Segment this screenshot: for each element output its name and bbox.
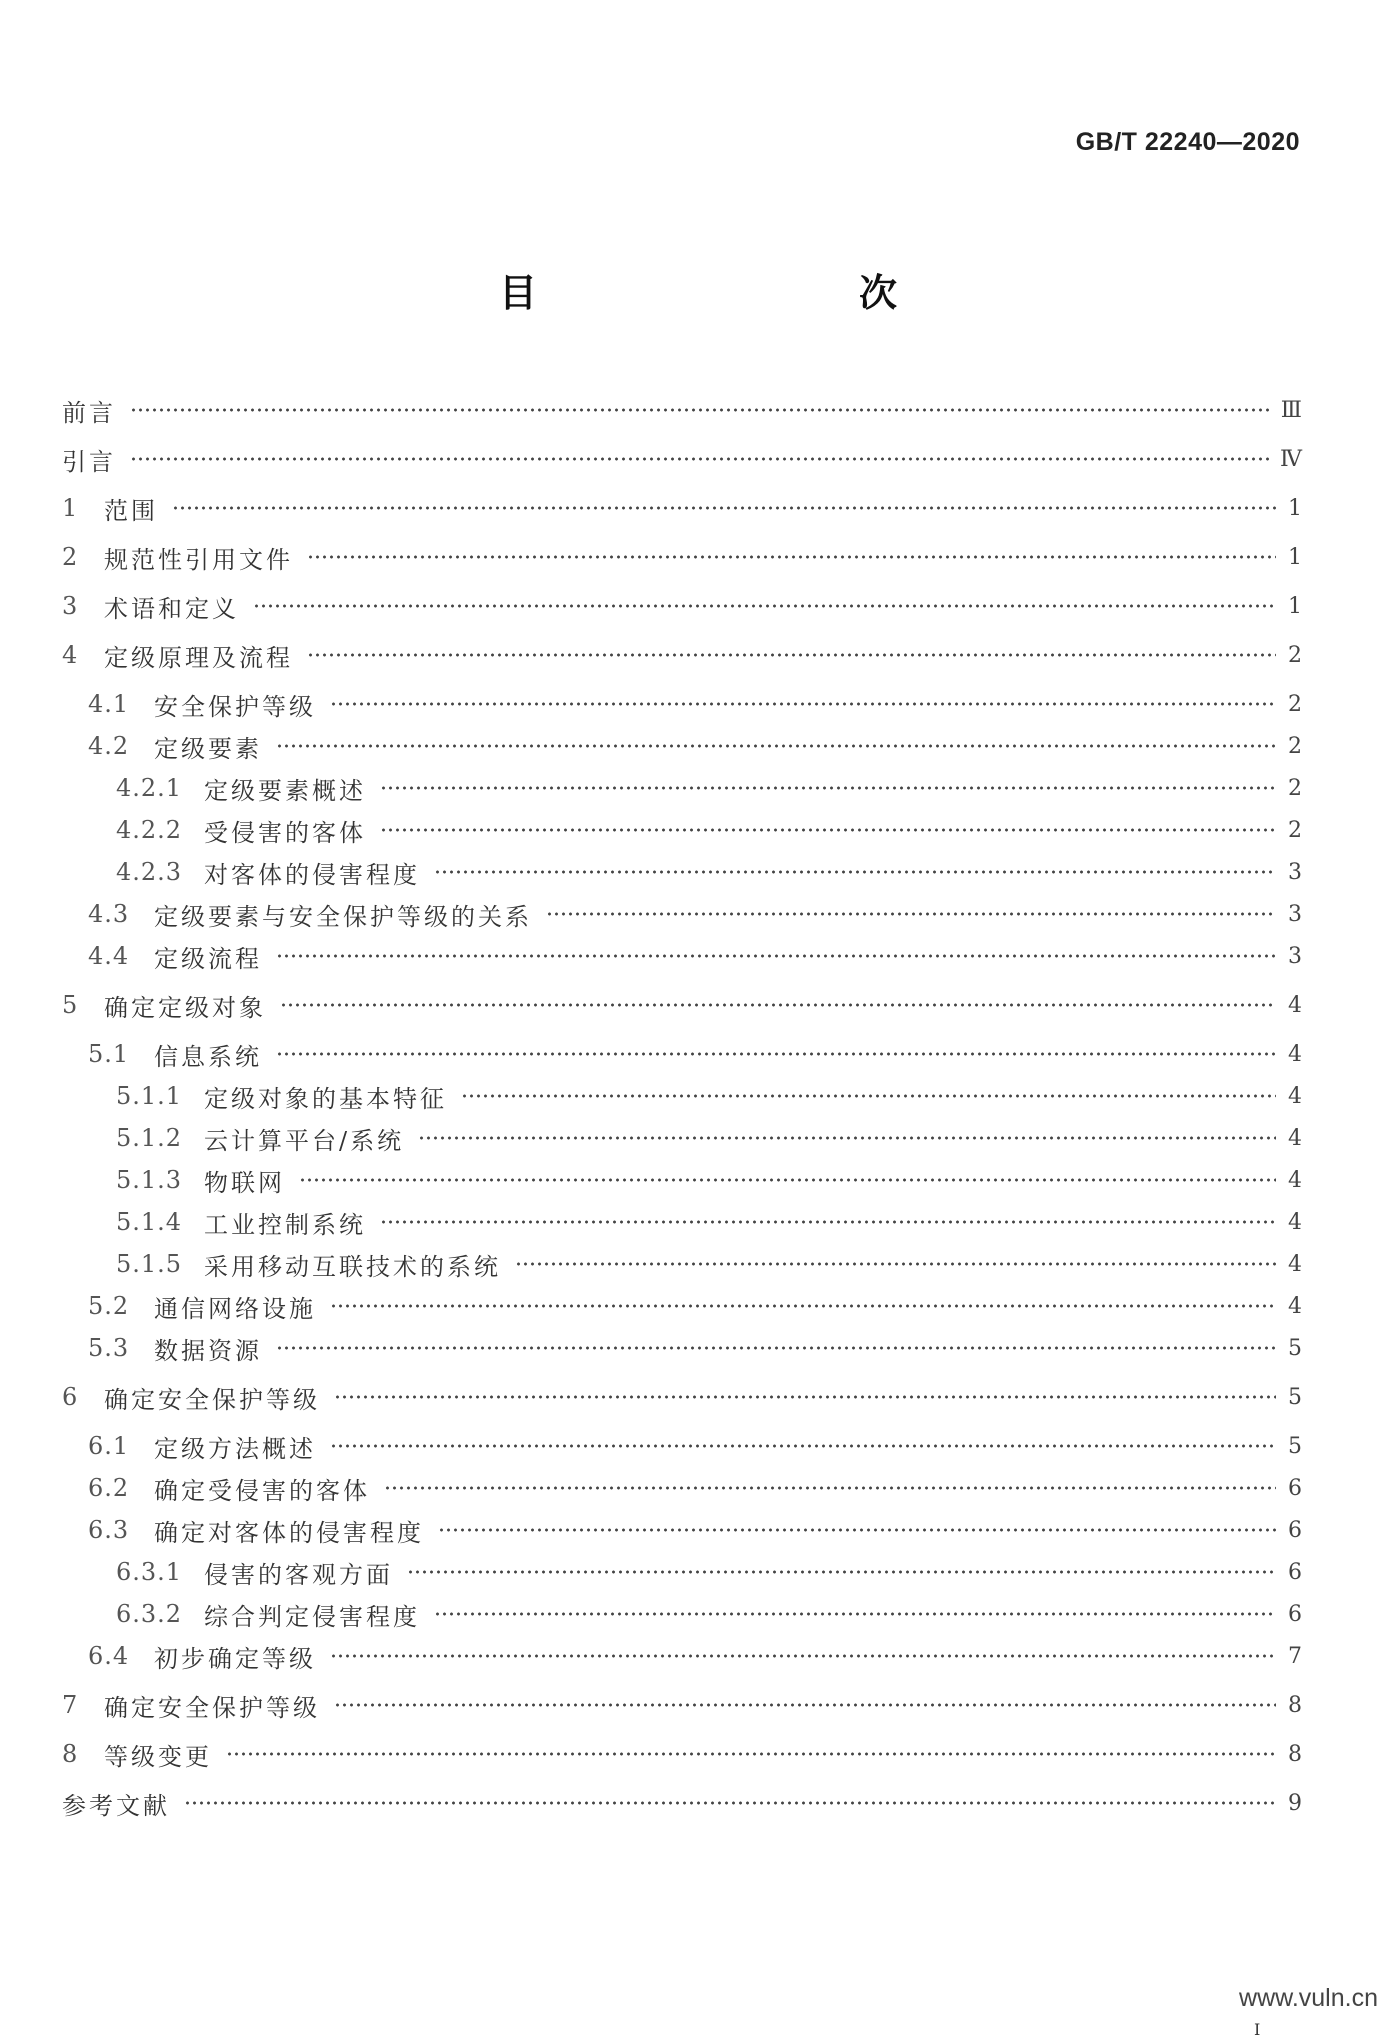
toc-entry-number: 3: [62, 592, 79, 620]
toc-entry-number: 6.4: [88, 1642, 130, 1670]
toc-entry-label: 确定安全保护等级: [104, 1385, 320, 1414]
toc-entry[interactable]: [62, 728, 1302, 764]
toc-dot-leader: [434, 1611, 1276, 1617]
toc-entry-label: 范围: [104, 496, 158, 525]
standard-code: GB/T 22240—2020: [1075, 128, 1300, 156]
toc-entry[interactable]: [62, 1162, 1302, 1198]
toc-entry-page: 6: [1288, 1601, 1302, 1627]
toc-entry-page: Ⅳ: [1280, 446, 1302, 472]
toc-entry-page: 4: [1288, 1293, 1302, 1319]
toc-entry-label: 定级要素概述: [204, 776, 366, 805]
toc-entry-label: 确定受侵害的客体: [154, 1476, 370, 1505]
toc-entry-page: 9: [1288, 1790, 1302, 1816]
toc-entry[interactable]: [62, 987, 1302, 1023]
toc-entry-label: 采用移动互联技术的系统: [204, 1252, 501, 1281]
toc-entry-number: 5.1.4: [116, 1208, 183, 1236]
toc-entry-label: 对客体的侵害程度: [204, 860, 420, 889]
toc-entry[interactable]: [62, 1554, 1302, 1590]
toc-entry-label: 引言: [62, 447, 116, 476]
toc-entry-label: 通信网络设施: [154, 1294, 316, 1323]
toc-entry-label: 确定对客体的侵害程度: [154, 1518, 424, 1547]
toc-dot-leader: [130, 407, 1273, 413]
toc-entry-label: 云计算平台/系统: [204, 1126, 405, 1155]
toc-entry-page: Ⅲ: [1280, 397, 1302, 423]
toc-entry-page: 2: [1288, 733, 1302, 759]
toc-dot-leader: [461, 1093, 1276, 1099]
toc-entry[interactable]: [62, 1288, 1302, 1324]
toc-entry[interactable]: [62, 588, 1302, 624]
toc-dot-leader: [380, 785, 1276, 791]
toc-entry-number: 4.4: [88, 942, 130, 970]
toc-entry-page: 8: [1288, 1692, 1302, 1718]
toc-entry[interactable]: [62, 812, 1302, 848]
toc-entry-number: 5.2: [88, 1292, 130, 1320]
toc-dot-leader: [380, 827, 1276, 833]
toc-entry[interactable]: [62, 1470, 1302, 1506]
toc-entry-number: 5: [62, 991, 79, 1019]
toc-entry-page: 5: [1288, 1433, 1302, 1459]
toc-entry-number: 6.3.1: [116, 1558, 183, 1586]
toc-entry[interactable]: [62, 1428, 1302, 1464]
toc-entry-label: 侵害的客观方面: [204, 1560, 393, 1589]
toc-entry-label: 定级要素: [154, 734, 262, 763]
toc-entry-number: 4.2.2: [116, 816, 183, 844]
toc-entry[interactable]: [62, 770, 1302, 806]
toc-entry-label: 定级要素与安全保护等级的关系: [154, 902, 532, 931]
toc-entry-number: 4.2: [88, 732, 130, 760]
toc-entry-label: 物联网: [204, 1168, 285, 1197]
toc-entry-label: 等级变更: [104, 1742, 212, 1771]
toc-entry[interactable]: [62, 1246, 1302, 1282]
toc-entry-number: 5.1.2: [116, 1124, 183, 1152]
toc-entry-number: 1: [62, 494, 79, 522]
toc-entry[interactable]: [62, 938, 1302, 974]
toc-entry-label: 定级原理及流程: [104, 643, 293, 672]
toc-dot-leader: [307, 652, 1276, 658]
toc-dot-leader: [276, 1051, 1276, 1057]
toc-dot-leader: [253, 603, 1276, 609]
toc-dot-leader: [384, 1485, 1276, 1491]
toc-entry[interactable]: [62, 539, 1302, 575]
toc-entry[interactable]: [62, 854, 1302, 890]
toc-entry-number: 4.3: [88, 900, 130, 928]
toc-dot-leader: [130, 456, 1272, 462]
toc-entry-label: 定级流程: [154, 944, 262, 973]
toc-entry[interactable]: [62, 1036, 1302, 1072]
toc-entry[interactable]: [62, 1687, 1302, 1723]
toc-dot-leader: [299, 1177, 1276, 1183]
toc-entry[interactable]: [62, 896, 1302, 932]
toc-dot-leader: [307, 554, 1276, 560]
toc-entry-page: 1: [1288, 495, 1302, 521]
toc-entry-page: 6: [1288, 1559, 1302, 1585]
toc-entry[interactable]: [62, 1638, 1302, 1674]
toc-entry-page: 7: [1288, 1643, 1302, 1669]
toc-entry-page: 2: [1288, 817, 1302, 843]
toc-entry[interactable]: [62, 1078, 1302, 1114]
toc-entry-page: 4: [1288, 1041, 1302, 1067]
toc-entry-page: 2: [1288, 642, 1302, 668]
toc-dot-leader: [172, 505, 1276, 511]
toc-entry-number: 4.1: [88, 690, 130, 718]
toc-entry[interactable]: [62, 1512, 1302, 1548]
toc-entry-number: 4.2.3: [116, 858, 183, 886]
toc-entry-label: 确定定级对象: [104, 993, 266, 1022]
toc-entry-number: 4: [62, 641, 79, 669]
toc-entry-number: 5.1.3: [116, 1166, 183, 1194]
toc-dot-leader: [330, 1303, 1276, 1309]
toc-entry-page: 6: [1288, 1517, 1302, 1543]
toc-entry-label: 安全保护等级: [154, 692, 316, 721]
toc-entry-number: 5.1: [88, 1040, 130, 1068]
toc-entry-label: 定级对象的基本特征: [204, 1084, 447, 1113]
toc-entry[interactable]: [62, 441, 1302, 477]
toc-entry-page: 3: [1288, 943, 1302, 969]
toc-entry-number: 5.3: [88, 1334, 130, 1362]
toc-entry-number: 6: [62, 1383, 79, 1411]
toc-dot-leader: [515, 1261, 1276, 1267]
toc-entry-page: 8: [1288, 1741, 1302, 1767]
toc-dot-leader: [330, 701, 1276, 707]
toc-entry-number: 7: [62, 1691, 79, 1719]
toc-entry[interactable]: [62, 392, 1302, 428]
toc-dot-leader: [276, 743, 1276, 749]
toc-entry-page: 3: [1288, 901, 1302, 927]
toc-entry-label: 规范性引用文件: [104, 545, 293, 574]
toc-entry-label: 数据资源: [154, 1336, 262, 1365]
toc-entry-page: 2: [1288, 691, 1302, 717]
toc-entry-number: 6.2: [88, 1474, 130, 1502]
toc-entry-number: 5.1.5: [116, 1250, 183, 1278]
toc-dot-leader: [276, 953, 1276, 959]
toc-entry-page: 4: [1288, 1083, 1302, 1109]
toc-entry-label: 初步确定等级: [154, 1644, 316, 1673]
toc-title: 目 次: [498, 270, 979, 315]
toc-entry[interactable]: [62, 1120, 1302, 1156]
toc-entry-page: 5: [1288, 1384, 1302, 1410]
toc-dot-leader: [407, 1569, 1276, 1575]
toc-entry-page: 4: [1288, 1209, 1302, 1235]
toc-entry-label: 定级方法概述: [154, 1434, 316, 1463]
toc-entry[interactable]: [62, 686, 1302, 722]
toc-entry[interactable]: [62, 1736, 1302, 1772]
toc-dot-leader: [380, 1219, 1276, 1225]
toc-dot-leader: [330, 1443, 1276, 1449]
toc-entry-page: 5: [1288, 1335, 1302, 1361]
toc-dot-leader: [276, 1345, 1276, 1351]
toc-entry[interactable]: [62, 1785, 1302, 1821]
toc-dot-leader: [546, 911, 1276, 917]
toc-entry[interactable]: [62, 1204, 1302, 1240]
toc-entry-label: 综合判定侵害程度: [204, 1602, 420, 1631]
toc-entry[interactable]: [62, 1330, 1302, 1366]
toc-entry-page: 4: [1288, 1167, 1302, 1193]
toc-dot-leader: [418, 1135, 1276, 1141]
toc-entry-page: 4: [1288, 1251, 1302, 1277]
toc-entry-page: 1: [1288, 544, 1302, 570]
toc-entry[interactable]: [62, 637, 1302, 673]
page-number: I: [1254, 2020, 1261, 2039]
toc-entry-page: 2: [1288, 775, 1302, 801]
toc-dot-leader: [184, 1800, 1276, 1806]
toc-entry-label: 确定安全保护等级: [104, 1693, 320, 1722]
toc-dot-leader: [330, 1653, 1276, 1659]
watermark-url: www.vuln.cn: [1239, 1984, 1378, 2012]
toc-entry-number: 6.3: [88, 1516, 130, 1544]
toc-entry-label: 参考文献: [62, 1791, 170, 1820]
toc-entry[interactable]: [62, 1596, 1302, 1632]
toc-entry-number: 5.1.1: [116, 1082, 183, 1110]
toc-entry-number: 6.1: [88, 1432, 130, 1460]
toc-entry-number: 2: [62, 543, 79, 571]
toc-entry-label: 信息系统: [154, 1042, 262, 1071]
toc-entry-label: 前言: [62, 398, 116, 427]
toc-dot-leader: [280, 1002, 1276, 1008]
toc-entry-page: 6: [1288, 1475, 1302, 1501]
toc-entry-page: 4: [1288, 1125, 1302, 1151]
toc-dot-leader: [226, 1751, 1276, 1757]
toc-entry-page: 4: [1288, 992, 1302, 1018]
toc-entry-label: 工业控制系统: [204, 1210, 366, 1239]
toc-entry-number: 8: [62, 1740, 79, 1768]
toc-entry-page: 3: [1288, 859, 1302, 885]
toc-entry[interactable]: [62, 490, 1302, 526]
toc-entry-page: 1: [1288, 593, 1302, 619]
toc-entry-label: 术语和定义: [104, 594, 239, 623]
toc-entry[interactable]: [62, 1379, 1302, 1415]
toc-entry-label: 受侵害的客体: [204, 818, 366, 847]
toc-dot-leader: [334, 1702, 1276, 1708]
toc-entry-number: 4.2.1: [116, 774, 183, 802]
toc-dot-leader: [434, 869, 1276, 875]
toc-dot-leader: [438, 1527, 1276, 1533]
toc-entry-number: 6.3.2: [116, 1600, 183, 1628]
toc-dot-leader: [334, 1394, 1276, 1400]
